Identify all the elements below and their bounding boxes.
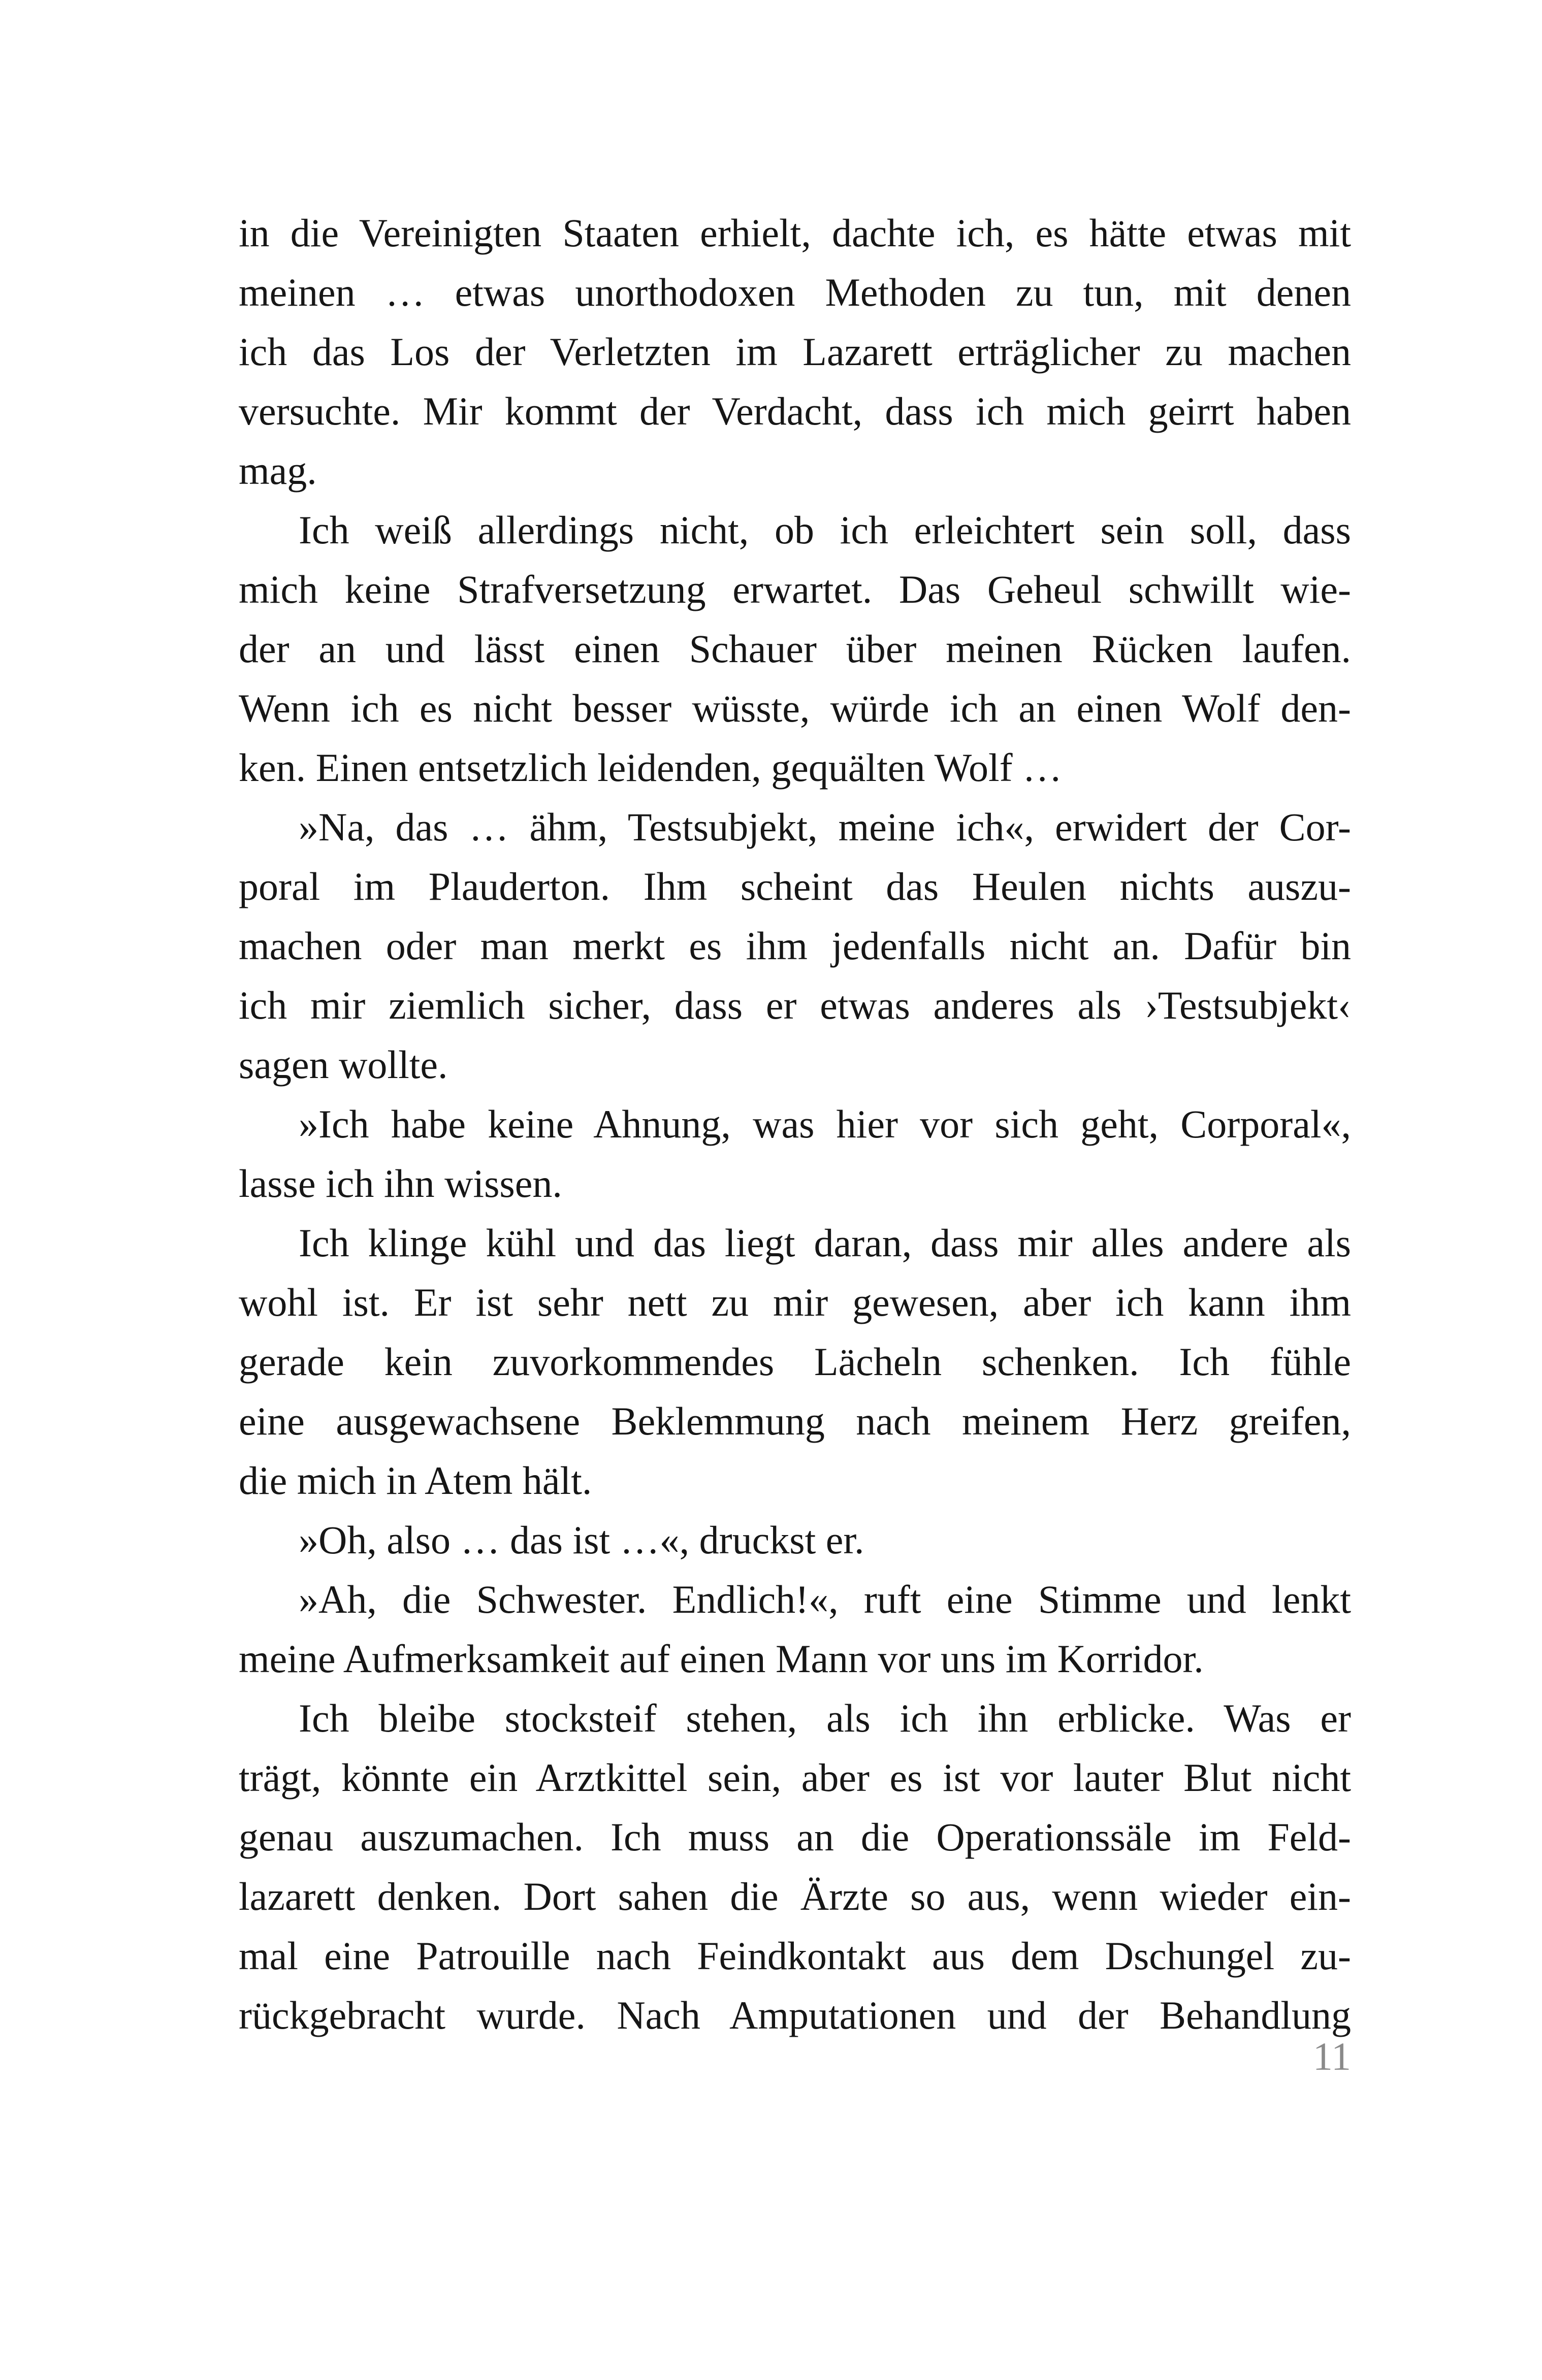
text-line: in die Vereinigten Staaten erhielt, dachte ich, es hätte etwas mit [239, 211, 1351, 255]
text-line: meine Aufmerksamkeit auf einen Mann vor uns im Korridor. [239, 1637, 1204, 1681]
text-line: mag. [239, 448, 317, 493]
text-line: eine ausgewachsene Beklemmung nach meinem Herz greifen, [239, 1399, 1351, 1443]
text-line: genau auszumachen. Ich muss an die Operationssäle im Feld- [239, 1815, 1351, 1859]
text-line: trägt, könnte ein Arztkittel sein, aber es ist vor lauter Blut nicht [239, 1755, 1351, 1800]
text-line: mal eine Patrouille nach Feindkontakt aus dem Dschungel zu- [239, 1934, 1351, 1978]
text-line: der an und lässt einen Schauer über meinen Rücken laufen. [239, 627, 1351, 671]
text-line: poral im Plauderton. Ihm scheint das Heulen nichts auszu- [239, 864, 1351, 908]
text-line: versuchte. Mir kommt der Verdacht, dass ich mich geirrt haben [239, 389, 1351, 433]
text-line: »Ah, die Schwester. Endlich!«, ruft eine Stimme und lenkt [299, 1577, 1351, 1621]
text-line: wohl ist. Er ist sehr nett zu mir gewesen, aber ich kann ihm [239, 1280, 1351, 1324]
text-line: gerade kein zuvorkommendes Lächeln schenken. Ich fühle [239, 1340, 1351, 1384]
text-line: Ich bleibe stocksteif stehen, als ich ihn erblicke. Was er [299, 1696, 1351, 1740]
page-number: 11 [1312, 2034, 1351, 2078]
text-line: Ich klinge kühl und das liegt daran, dass mir alles andere als [299, 1221, 1351, 1265]
text-line: »Oh, also … das ist …«, druckst er. [299, 1518, 864, 1562]
text-line: rückgebracht wurde. Nach Amputationen und der Behandlung [239, 1993, 1351, 2037]
text-line: »Ich habe keine Ahnung, was hier vor sich geht, Corporal«, [299, 1102, 1351, 1146]
text-line: machen oder man merkt es ihm jedenfalls nicht an. Dafür bin [239, 924, 1351, 968]
text-line: lasse ich ihn wissen. [239, 1161, 562, 1205]
text-line: »Na, das … ähm, Testsubjekt, meine ich«, erwidert der Cor- [299, 805, 1351, 849]
text-line: lazarett denken. Dort sahen die Ärzte so aus, wenn wieder ein- [239, 1874, 1351, 1918]
text-line: die mich in Atem hält. [239, 1458, 592, 1503]
text-line: sagen wollte. [239, 1042, 448, 1087]
text-line: ken. Einen entsetzlich leidenden, gequälten Wolf … [239, 745, 1063, 790]
body-text [239, 203, 1351, 2045]
text-line: ich mir ziemlich sicher, dass er etwas anderes als ›Testsubjekt‹ [239, 983, 1351, 1027]
text-line: Ich weiß allerdings nicht, ob ich erleichtert sein soll, dass [299, 508, 1351, 552]
text-line: mich keine Strafversetzung erwartet. Das Geheul schwillt wie- [239, 567, 1351, 611]
text-line: ich das Los der Verletzten im Lazarett erträglicher zu machen [239, 330, 1351, 374]
text-line: Wenn ich es nicht besser wüsste, würde ich an einen Wolf den- [239, 686, 1351, 730]
text-line: meinen … etwas unorthodoxen Methoden zu tun, mit denen [239, 270, 1351, 314]
